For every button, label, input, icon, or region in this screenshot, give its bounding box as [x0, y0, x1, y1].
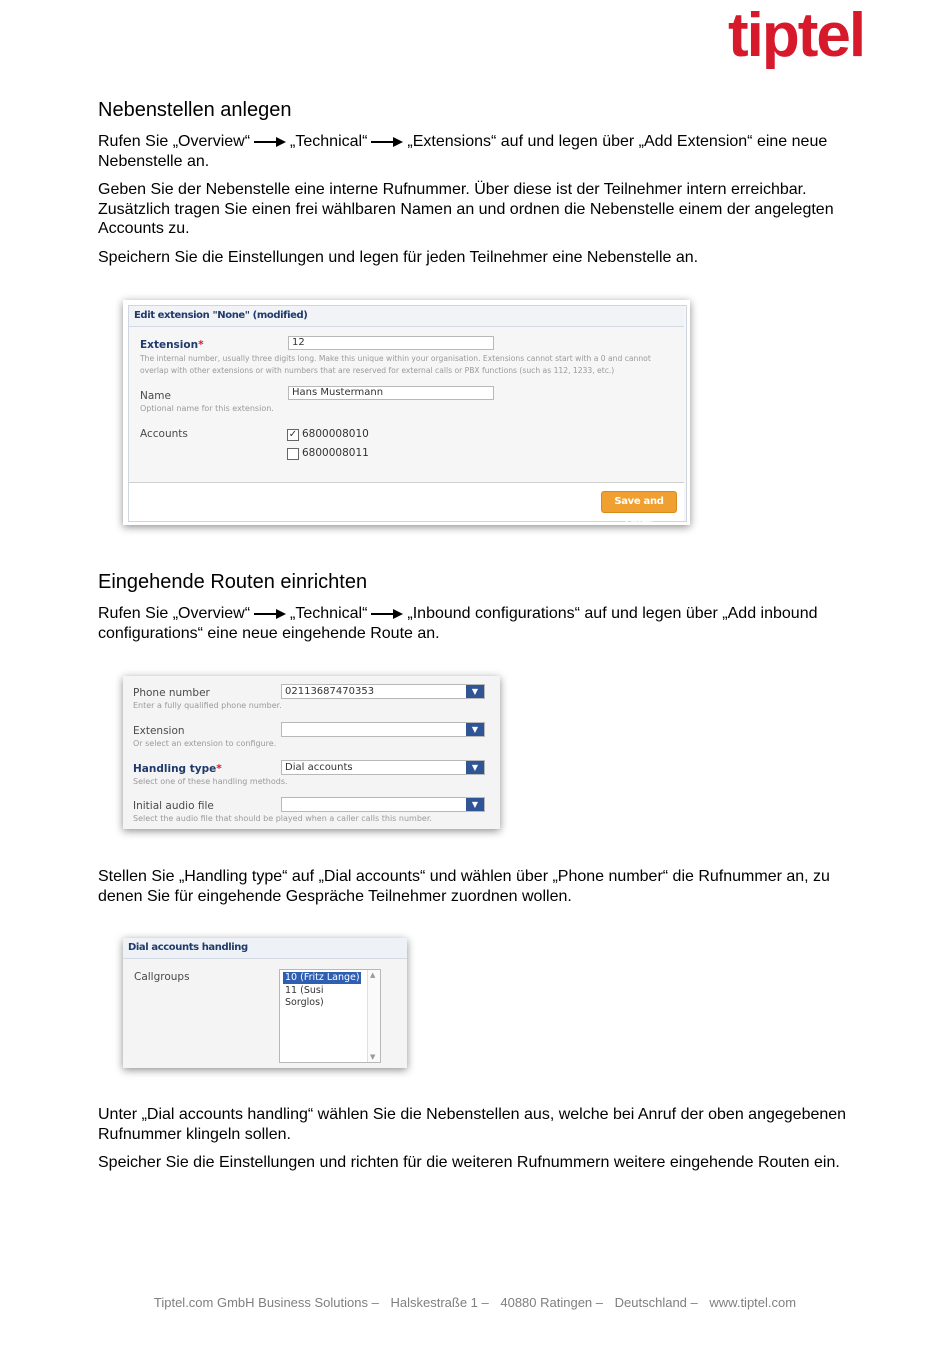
paragraph-save-settings: Speichern Sie die Einstellungen und legen für jeden Teilnehmer eine Nebenstelle an.: [98, 249, 699, 266]
phone-number-label: Phone number: [133, 687, 210, 699]
paragraph-dial-accounts: Unter „Dial accounts handling“ wählen Sie die Nebenstellen aus, welche bei Anruf der oben angegebenen Rufnummer klingeln sollen.: [98, 1106, 847, 1143]
footer-street: Halskestraße 1 –: [390, 1295, 489, 1310]
list-item-selected[interactable]: 10 (Fritz Lange): [285, 972, 360, 983]
callgroups-listbox[interactable]: [279, 969, 381, 1063]
chevron-down-icon: ▼: [466, 685, 484, 698]
paragraph-overview-extensions: [98, 132, 858, 171]
audio-file-label: Initial audio file: [133, 800, 214, 812]
section-title-routen: Eingehende Routen einrichten: [98, 571, 368, 593]
phone-number-value: 02113687470353: [285, 686, 375, 697]
handling-type-label-text: Handling type: [133, 763, 217, 775]
account-label-1: 6800008010: [302, 428, 369, 440]
extension-label: [140, 339, 204, 351]
chevron-down-icon: ▼: [466, 761, 484, 774]
required-marker: *: [198, 339, 204, 351]
path-technical: „Technical“: [290, 605, 368, 622]
footer-web[interactable]: www.tiptel.com: [709, 1295, 797, 1310]
paragraph-internal-number: Geben Sie der Nebenstelle eine interne Rufnummer. Über diese ist der Teilnehmer intern erreichbar. Zusätzlich tragen Sie einen frei wählbaren Namen an und ordnen die Nebenstelle einem der angelegten Accounts zu.: [98, 181, 834, 237]
paragraph-handling-type: Stellen Sie „Handling type“ auf „Dial accounts“ und wählen über „Phone number“ die Rufnummer an, zu denen Sie für eingehende Gespräche Teilnehmer zuordnen wollen.: [98, 868, 830, 905]
arrow-icon: [254, 609, 286, 619]
extension-label-text: Extension: [140, 339, 199, 351]
name-input[interactable]: Hans Mustermann: [288, 386, 494, 400]
name-label: Name: [140, 390, 171, 402]
accounts-label: Accounts: [140, 428, 188, 440]
footer-city: 40880 Ratingen –: [500, 1295, 604, 1310]
extension-input[interactable]: 12: [288, 336, 494, 350]
panel-title: Edit extension "None" (modified): [134, 310, 308, 321]
account-label-2: 6800008011: [302, 447, 369, 459]
save-and-close-button[interactable]: Save and close: [601, 491, 677, 513]
audio-file-select[interactable]: [281, 797, 485, 812]
tiptel-logo: tiptel: [728, 1, 865, 70]
edit-extension-panel: [123, 300, 690, 525]
handling-type-hint: Select one of these handling methods.: [133, 777, 288, 786]
path-overview: Rufen Sie „Overview“: [98, 605, 251, 622]
required-marker: *: [216, 763, 222, 775]
paragraph-overview-inbound: [98, 604, 858, 643]
phone-number-select[interactable]: [281, 684, 485, 699]
handling-type-label: [133, 763, 222, 775]
path-extensions: „Extensions“ auf und legen über „Add Extension“ eine neue Nebenstelle an.: [98, 133, 828, 170]
callgroups-label: Callgroups: [134, 971, 190, 983]
path-inbound: „Inbound configurations“ auf und legen über „Add inbound configurations“ eine neue eingehende Route an.: [98, 605, 818, 642]
phone-number-hint: Enter a fully qualified phone number.: [133, 701, 282, 710]
arrow-icon: [371, 609, 403, 619]
path-overview: Rufen Sie „Overview“: [98, 133, 251, 150]
scroll-down-icon[interactable]: ▼: [370, 1053, 376, 1061]
extension-hint: The internal number, usually three digits long. Make this unique within your organisation. Extensions cannot start with a 0 and cannot overlap with other extensions or with numbers that are reserved for external calls or PBX functions (such as 112, 1233, etc.): [140, 354, 651, 375]
extension-hint: Or select an extension to configure.: [133, 739, 277, 748]
handling-type-select[interactable]: [281, 760, 485, 775]
footer-company: Tiptel.com GmbH Business Solutions –: [153, 1295, 379, 1310]
list-item[interactable]: 11 (Susi Sorglos): [285, 985, 324, 1008]
path-technical: „Technical“: [290, 133, 368, 150]
paragraph-save-routes: Speicher Sie die Einstellungen und richten für die weiteren Rufnummern weitere eingehende Routen ein.: [98, 1154, 840, 1171]
inbound-config-panel: [123, 676, 500, 829]
scrollbar[interactable]: [367, 970, 380, 1062]
arrow-icon: [254, 137, 286, 147]
extension-label: Extension: [133, 725, 185, 737]
chevron-down-icon: ▼: [466, 723, 484, 736]
extension-select[interactable]: [281, 722, 485, 737]
account-checkbox-checked[interactable]: ✓: [288, 429, 298, 440]
panel-title: Dial accounts handling: [128, 942, 248, 953]
dial-accounts-panel: [123, 938, 407, 1068]
account-checkbox-unchecked[interactable]: [287, 448, 299, 460]
handling-type-value: Dial accounts: [285, 762, 353, 773]
scroll-up-icon[interactable]: ▲: [370, 971, 376, 979]
footer-country: Deutschland –: [614, 1295, 698, 1310]
footer: [0, 1295, 950, 1310]
name-hint: Optional name for this extension.: [140, 404, 274, 413]
arrow-icon: [371, 137, 403, 147]
chevron-down-icon: ▼: [466, 798, 484, 811]
section-title-nebenstellen: Nebenstellen anlegen: [98, 99, 292, 121]
audio-file-hint: Select the audio file that should be played when a caller calls this number.: [133, 814, 432, 823]
